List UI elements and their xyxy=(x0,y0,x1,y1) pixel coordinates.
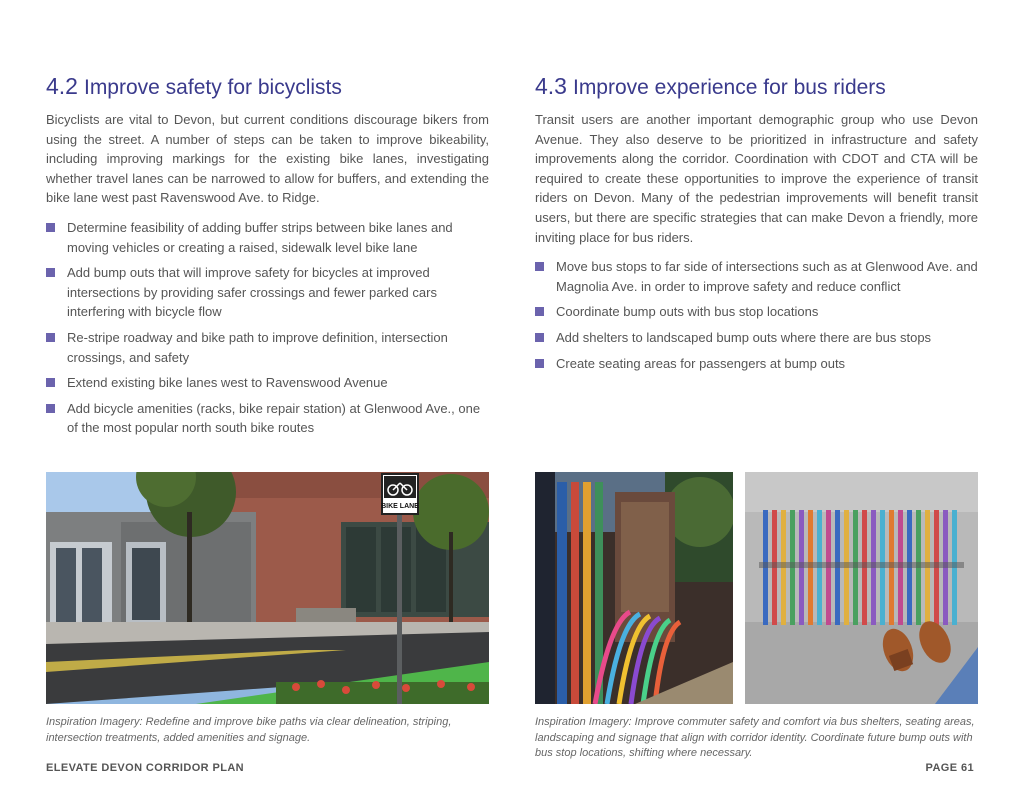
list-item-text: Coordinate bump outs with bus stop locations xyxy=(556,304,819,320)
bus-shelter-photo-illustration xyxy=(535,472,733,704)
list-item-text: Add bump outs that will improve safety for bicycles at improved intersections by providing safer crossings and fewer parked cars interfering with bicycle flow xyxy=(67,265,437,320)
list-item-text: Determine feasibility of adding buffer strips between bike lanes and moving vehicles or creating a raised, sidewalk level bike lane xyxy=(67,219,453,255)
section-title: Improve safety for bicyclists xyxy=(83,76,342,99)
right-image-caption: Inspiration Imagery: Improve commuter safety and comfort via bus shelters, seating areas, landscaping and signage that align with corridor identity. Coordinate future bump outs with bus stop locations, shifting where necessary. xyxy=(535,716,975,759)
section-heading xyxy=(46,72,489,102)
section-heading xyxy=(535,72,978,102)
intro-paragraph: Bicyclists are vital to Devon, but current conditions discourage bikers from using the street. A number of steps can be taken to improve bikeability, including improving markings for the existing bike lanes, investigating whether travel lanes can be narrowed to allow for buffers, and extending the bike lane west past Ravenswood Ave. to Ridge. xyxy=(46,112,489,206)
section-4-3 xyxy=(535,72,978,379)
list-item xyxy=(535,354,978,374)
bike-lane-photo-illustration xyxy=(46,472,489,704)
bike-lane-photo xyxy=(46,472,489,704)
square-bullet-icon xyxy=(46,404,55,413)
intro-paragraph: Transit users are another important demographic group who use Devon Avenue. They also deserve to be prioritized in infrastructure and safety improvements along the corridor. Coordination with CDOT and CTA will be required to create these opportunities to improve the experience of transit riders on Devon. Many of the pedestrian improvements will benefit transit users, but there are specific strategies that can make Devon a friendly, more inviting place for bus riders. xyxy=(535,112,978,245)
bullet-list xyxy=(535,257,978,373)
striped-bench-photo-illustration xyxy=(745,472,978,704)
list-item-text: Create seating areas for passengers at bump outs xyxy=(556,355,846,371)
list-item xyxy=(535,257,978,296)
list-item-text: Add bicycle amenities (racks, bike repair station) at Glenwood Ave., one of the most popular north south bike routes xyxy=(67,400,481,436)
section-title: Improve experience for bus riders xyxy=(572,76,886,99)
section-number: 4.3 xyxy=(535,73,567,99)
square-bullet-icon xyxy=(535,262,544,271)
list-item xyxy=(46,399,489,438)
section-number: 4.2 xyxy=(46,73,78,99)
bike-lane-sign-text: BIKE LANE xyxy=(381,503,419,510)
bullet-list xyxy=(46,218,489,438)
square-bullet-icon xyxy=(535,359,544,368)
square-bullet-icon xyxy=(46,223,55,232)
list-item-text: Add shelters to landscaped bump outs where there are bus stops xyxy=(556,329,932,345)
list-item xyxy=(535,302,978,322)
bus-shelter-photo xyxy=(535,472,733,704)
page-number: PAGE 61 xyxy=(925,762,974,774)
section-4-2 xyxy=(46,72,489,444)
list-item xyxy=(46,263,489,322)
list-item-text: Re-stripe roadway and bike path to improve definition, intersection crossings, and safety xyxy=(67,329,448,365)
list-item-text: Move bus stops to far side of intersections such as at Glenwood Ave. and Magnolia Ave. in order to improve safety and reduce conflict xyxy=(556,259,978,294)
square-bullet-icon xyxy=(535,307,544,316)
list-item-text: Extend existing bike lanes west to Ravenswood Avenue xyxy=(67,375,388,391)
striped-bench-photo xyxy=(745,472,978,704)
square-bullet-icon xyxy=(46,378,55,387)
document-title-footer: ELEVATE DEVON CORRIDOR PLAN xyxy=(46,762,245,774)
list-item xyxy=(46,328,489,367)
square-bullet-icon xyxy=(535,333,544,342)
left-image-caption: Inspiration Imagery: Redefine and improve bike paths via clear delineation, striping, intersection treatments, added amenities and signage. xyxy=(46,716,452,744)
square-bullet-icon xyxy=(46,333,55,342)
square-bullet-icon xyxy=(46,268,55,277)
list-item xyxy=(46,218,489,257)
list-item xyxy=(535,328,978,348)
list-item xyxy=(46,373,489,393)
